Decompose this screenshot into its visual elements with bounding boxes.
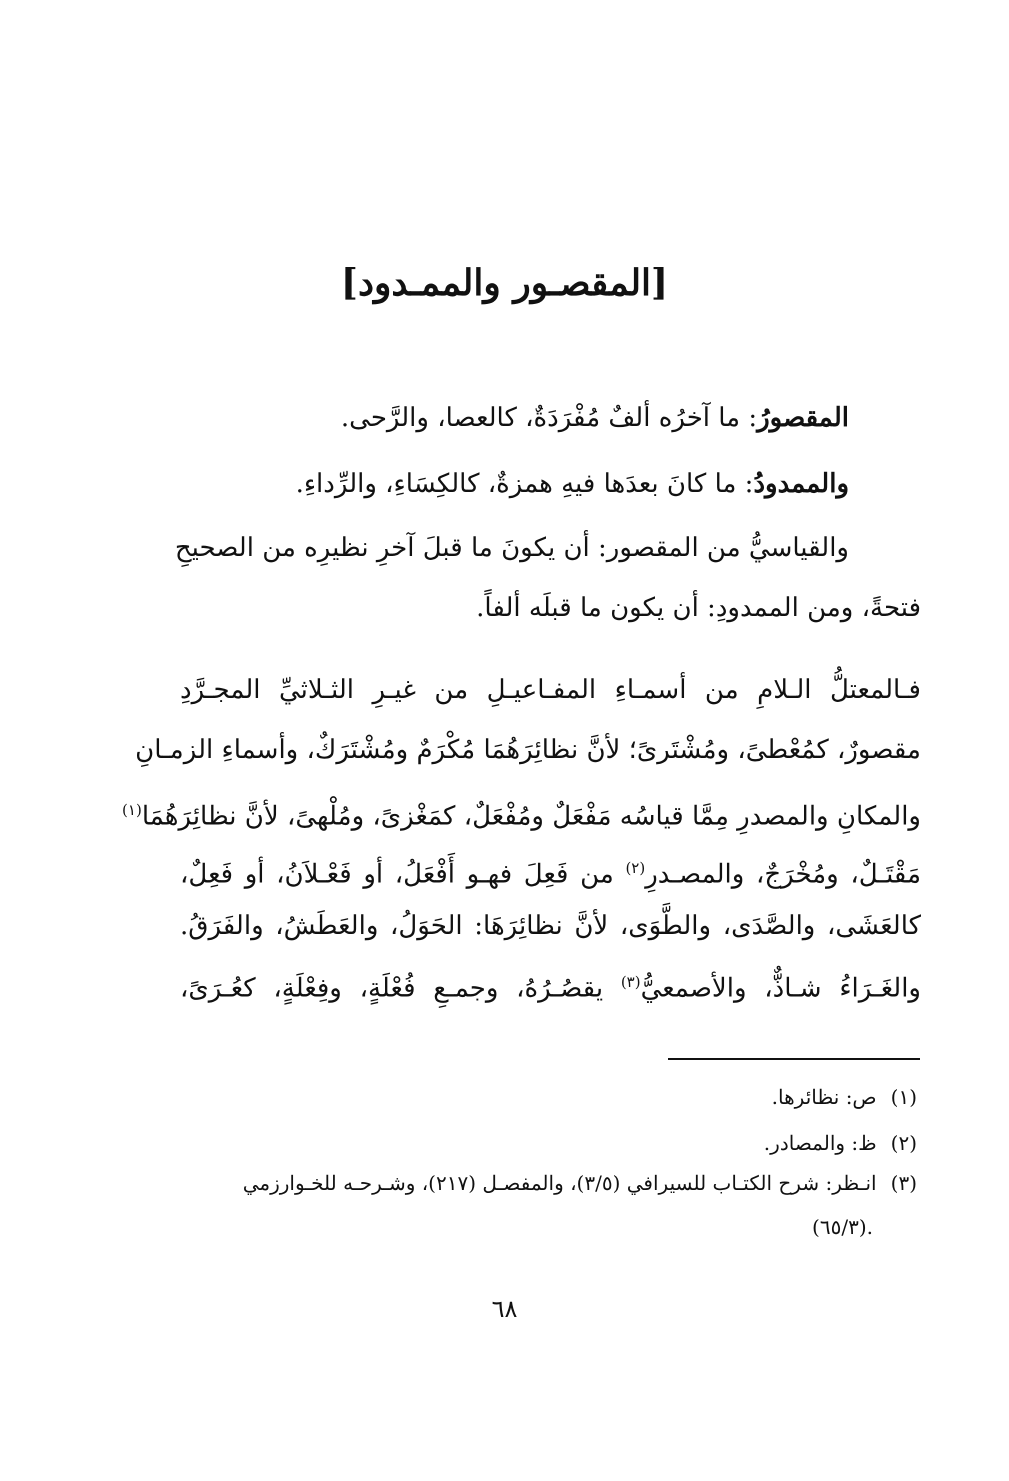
footnote-2 [764,1128,917,1158]
definition-maqsur [341,398,849,438]
footnote-ref-1[interactable]: (١) [122,801,142,819]
section-title: [المقصـور والممـدود] [340,262,669,304]
footnote-ref-3[interactable]: (٣) [620,973,641,991]
paragraph3-line3-text: والمكانِ والمصدرِ مِمَّا قياسُه مَفْعَلٌ ومُفْعَلٌ، كمَغْزىً، ومُلْهىً، لأنَّ نظائِرَهُمَا [141,801,921,832]
footnote-3-continuation: (٦٥/٣). [812,1215,873,1239]
page-number: ٦٨ [491,1295,518,1323]
footnote-2-text: ظ: والمصادر. [763,1131,877,1155]
paragraph3-line4-text-a: مَقْتَـلٌ، ومُخْرَجٌ، والمصـدرِ [645,859,922,890]
footnote-3-text: انـظر: شرح الكتـاب للسيرافي (٣/٥)، والمفصـل (٢١٧)، وشـرحـه للخـوارزمي [242,1171,877,1195]
footnote-1-number: (١) [890,1085,917,1109]
paragraph3-line4-text-b: من فَعِلَ فهـو أَفْعَلُ، أو فَعْـلاَنُ، أو فَعِلٌ، [180,859,626,890]
paragraph3-line6-text-b: يقصُـرُهُ، وجمـعِ فُعْلَةٍ، وفِعْلَةٍ، كعُـرَىً، [180,973,621,1004]
paragraph3-line4 [180,848,921,895]
term-mamdud: والممدودُ [753,469,849,499]
footnote-1-text: ص: نظائرها. [771,1085,877,1109]
definition-mamdud-text: : ما كانَ بعدَها فيهِ همزةٌ، كالكِسَاءِ، والرِّداءِ. [295,469,754,499]
paragraph2-line1: والقياسيُّ من المقصور: أن يكونَ ما قبلَ آخرِ نظيرِه من الصحيحِ [174,533,849,563]
footnote-3 [178,1168,917,1198]
footnote-1 [772,1082,917,1112]
paragraph3-line1: فـالمعتلُّ الـلامِ من أسمـاءِ المفـاعيـلِ من غيـرِ الثـلاثيِّ المجـرَّدِ [180,675,921,705]
paragraph3-line2: مقصورٌ، كمُعْطىً، ومُشْتَرىً؛ لأنَّ نظائِرَهُمَا مُكْرَمٌ ومُشْتَرَكٌ، وأسماءِ الزمـانِ [135,735,921,765]
footnote-3-number: (٣) [890,1171,917,1195]
footnote-ref-2[interactable]: (٢) [625,859,646,877]
paragraph3-line6-text-a: والغَـرَاءُ شـاذٌّ، والأصمعيُّ [640,973,921,1004]
definition-mamdud [296,464,849,504]
paragraph3-line5: كالعَشَى، والصَّدَى، والطَّوَى، لأنَّ نظائِرَهَا: الحَوَلُ، والعَطَشُ، والفَرَقُ. [180,911,921,941]
paragraph3-line6 [180,962,921,1009]
footnote-divider [668,1058,920,1060]
paragraph2-line2: فتحةً، ومن الممدودِ: أن يكون ما قبلَه ألفاً. [476,593,921,623]
footnote-2-number: (٢) [890,1131,917,1155]
definition-maqsur-text: : ما آخرُه ألفٌ مُفْرَدَةٌ، كالعصا، والرَّحى. [340,403,758,433]
term-maqsur: المقصورُ [757,403,849,433]
paragraph3-line3 [122,790,921,837]
